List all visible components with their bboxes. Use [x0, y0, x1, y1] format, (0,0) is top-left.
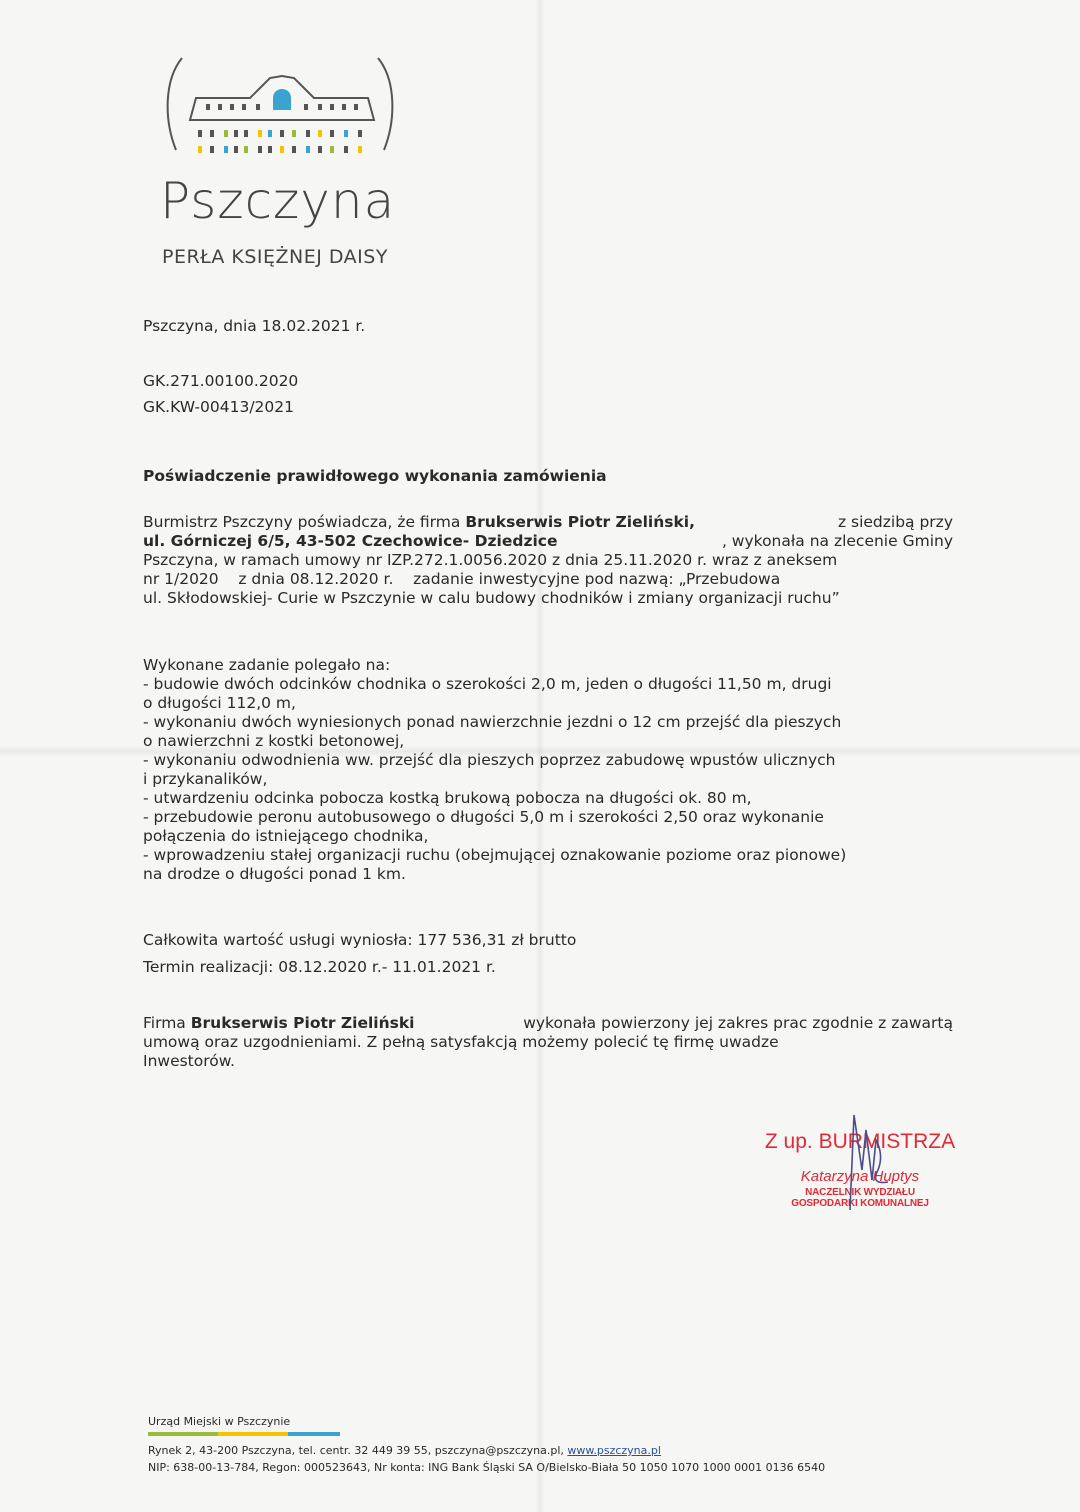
paragraph-line: [143, 513, 953, 532]
footer-address-text: Rynek 2, 43-200 Pszczyna, tel. centr. 32 449 39 55, pszczyna@pszczyna.pl,: [148, 1444, 568, 1457]
reference-number-2: GK.KW-00413/2021: [143, 398, 294, 416]
list-item: o nawierzchni z kostki betonowej,: [143, 732, 405, 750]
company-address: ul. Górniczej 6/5, 43-502 Czechowice- Dziedzice: [143, 532, 558, 550]
footer-bar-green: [148, 1432, 218, 1436]
list-item: - wykonaniu dwóch wyniesionych ponad nawierzchnie jezdni o 12 cm przejść dla pieszych: [143, 713, 842, 731]
text-span: nr 1/2020 z dnia 08.12.2020 r. zadanie inwestycyjne pod nazwą: „Przebudowa: [143, 570, 781, 588]
text-span: Firma: [143, 1014, 191, 1032]
footer-office-name: Urząd Miejski w Pszczynie: [148, 1415, 291, 1428]
footer-bar-blue: [288, 1432, 340, 1436]
paragraph-line: [143, 1014, 953, 1033]
text-span: ul. Skłodowskiej- Curie w Pszczynie w calu budowy chodników i zmiany organizacji ruchu”: [143, 589, 840, 607]
recommendation-paragraph: [143, 1014, 953, 1071]
completion-term: Termin realizacji: 08.12.2020 r.- 11.01.2021 r.: [143, 958, 496, 976]
footer-bank-details: NIP: 638-00-13-784, Regon: 000523643, Nr konta: ING Bank Śląski SA O/Bielsko-Biała 50 1050 1070 1000 0001 0136 6540: [148, 1461, 826, 1474]
pszczyna-logo: [160, 50, 400, 280]
stamp-role-line-2: GOSPODARKI KOMUNALNEJ: [791, 1198, 929, 1209]
company-name: Brukserwis Piotr Zieliński,: [465, 513, 695, 531]
handwritten-signature: [832, 1110, 902, 1220]
list-item: i przykanalików,: [143, 770, 268, 788]
list-item: na drodze o długości ponad 1 km.: [143, 865, 406, 883]
paragraph-line: [143, 1052, 953, 1071]
list-item: - przebudowie peronu autobusowego o długości 5,0 m i szerokości 2,50 oraz wykonanie: [143, 808, 824, 826]
palace-emblem-icon: [160, 50, 400, 180]
text-span: Pszczyna, w ramach umowy nr IZP.272.1.0056.2020 z dnia 25.11.2020 r. wraz z aneksem: [143, 551, 838, 569]
footer-bar-yellow: [218, 1432, 288, 1436]
paragraph-line: [143, 570, 953, 589]
stamp-signatory-name: Katarzyna Huptys: [800, 1168, 920, 1185]
stamp-authority: Z up. BURMISTRZA: [764, 1130, 956, 1153]
logo-tagline: PERŁA KSIĘŻNEJ DAISY: [162, 246, 388, 268]
stamp-role-line-1: NACZELNIK WYDZIAŁU: [805, 1187, 915, 1198]
list-intro: Wykonane zadanie polegało na:: [143, 656, 391, 674]
reference-number-1: GK.271.00100.2020: [143, 372, 299, 390]
logo-wordmark: Pszczyna: [160, 172, 396, 230]
list-item: - utwardzeniu odcinka pobocza kostką brukową pobocza na długości ok. 80 m,: [143, 789, 752, 807]
paragraph-line: [143, 551, 953, 570]
text-span: wykonała powierzony jej zakres prac zgodnie z zawartą: [518, 1014, 953, 1032]
list-item: - budowie dwóch odcinków chodnika o szerokości 2,0 m, jeden o długości 11,50 m, drugi: [143, 675, 832, 693]
certification-paragraph: [143, 513, 953, 608]
list-item: połączenia do istniejącego chodnika,: [143, 827, 429, 845]
footer-website-link[interactable]: www.pszczyna.pl: [567, 1444, 661, 1457]
text-span: z siedzibą przy: [833, 513, 953, 531]
list-item: - wprowadzeniu stałej organizacji ruchu (obejmującej oznakowanie poziome oraz pionowe): [143, 846, 847, 864]
list-item: - wykonaniu odwodnienia ww. przejść dla pieszych poprzez zabudowę wpustów ulicznych: [143, 751, 836, 769]
document-title: Poświadczenie prawidłowego wykonania zamówienia: [143, 467, 607, 485]
paragraph-line: [143, 589, 953, 608]
list-item: o długości 112,0 m,: [143, 694, 296, 712]
letter-date: Pszczyna, dnia 18.02.2021 r.: [143, 317, 366, 335]
paragraph-line: [143, 1033, 953, 1052]
text-span: , wykonała na zlecenie Gminy: [721, 532, 953, 550]
text-span: umową oraz uzgodnieniami. Z pełną satysfakcją możemy polecić tę firmę uwadze: [143, 1033, 779, 1051]
text-span: Burmistrz Pszczyny poświadcza, że firma: [143, 513, 466, 531]
scope-of-work-list: [143, 656, 953, 884]
text-span: Inwestorów.: [143, 1052, 235, 1070]
footer-address: [148, 1444, 661, 1457]
company-name: Brukserwis Piotr Zieliński: [190, 1014, 415, 1032]
paragraph-line: [143, 532, 953, 551]
total-value: Całkowita wartość usługi wyniosła: 177 536,31 zł brutto: [143, 931, 577, 949]
